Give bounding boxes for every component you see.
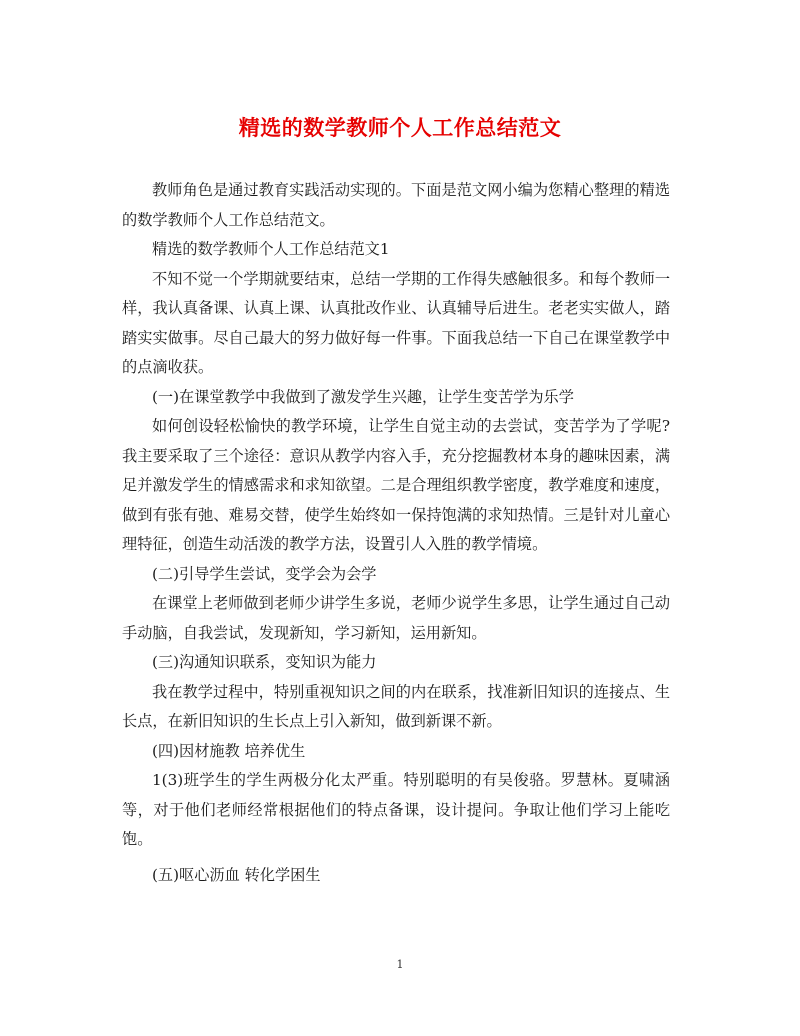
body-paragraph: 不知不觉一个学期就要结束，总结一学期的工作得失感触很多。和每个教师一样，我认真备课、认真上课、认真批改作业、认真辅导后进生。老老实实做人，踏踏实实做事。尽自己最大的努力做好每一件事。下面我总结一下自己在课堂教学中的点滴收获。 bbox=[122, 269, 670, 376]
page-number: 1 bbox=[396, 958, 404, 971]
document-body bbox=[122, 176, 670, 890]
intro-paragraph: 教师角色是通过教育实践活动实现的。下面是范文网小编为您精心整理的精选的数学教师个人工作总结范文。 bbox=[122, 181, 670, 229]
body-paragraph: 1(3)班学生的学生两极分化太严重。特别聪明的有吴俊骆。罗慧林。夏啸涵等，对于他们老师经常根据他们的特点备课，设计提问。争取让他们学习上能吃饱。 bbox=[122, 771, 670, 848]
article-heading: 精选的数学教师个人工作总结范文1 bbox=[152, 240, 390, 258]
section-heading: (一)在课堂教学中我做到了激发学生兴趣，让学生变苦学为乐学 bbox=[152, 387, 574, 406]
section-heading: (五)呕心沥血 转化学困生 bbox=[152, 865, 321, 884]
document-title: 精选的数学教师个人工作总结范文 bbox=[238, 115, 562, 140]
section-heading: (二)引导学生尝试，变学会为会学 bbox=[152, 564, 377, 583]
section-heading: (三)沟通知识联系，变知识为能力 bbox=[152, 653, 377, 671]
section-heading: (四)因材施教 培养优生 bbox=[152, 741, 306, 760]
body-paragraph: 如何创设轻松愉快的教学环境，让学生自觉主动的去尝试，变苦学为了学呢?我主要采取了三个途径：意识从教学内容入手，充分挖掘教材本身的趣味因素，满足并激发学生的情感需求和求知欲望。二是合理组织教学密度，教学难度和速度，做到有张有弛、难易交替，使学生始终如一保持饱满的求知热情。三是针对儿童心理特征，创造生动活泼的教学方法，设置引人入胜的教学情境。 bbox=[122, 417, 670, 553]
body-paragraph: 在课堂上老师做到老师少讲学生多说，老师少说学生多思，让学生通过自己动手动脑，自我尝试，发现新知，学习新知，运用新知。 bbox=[122, 594, 670, 642]
body-paragraph: 我在教学过程中，特别重视知识之间的内在联系，找准新旧知识的连接点、生长点，在新旧知识的生长点上引入新知，做到新课不新。 bbox=[122, 682, 670, 730]
